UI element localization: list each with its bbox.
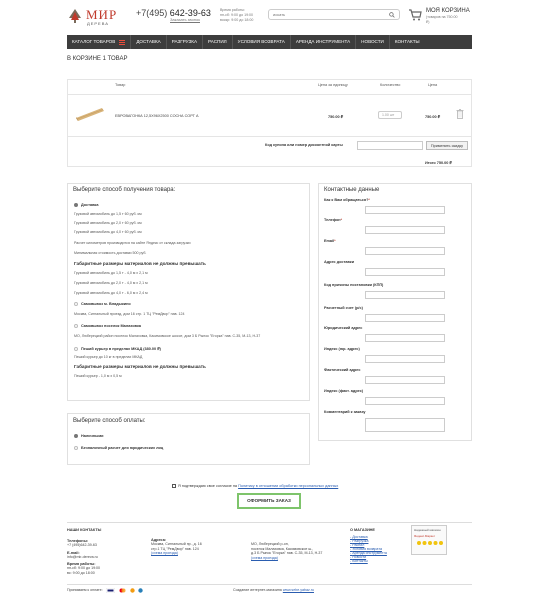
phone-number: 642-39-63 <box>169 8 211 18</box>
required-mark: * <box>368 198 370 202</box>
apply-discount-button[interactable]: Применить скидку <box>426 141 468 150</box>
radio-button[interactable] <box>74 347 78 351</box>
footer-map-link[interactable]: (схема проезда) <box>151 551 178 556</box>
yandex-money-icon <box>130 588 135 593</box>
worktime-title: Время работы: <box>220 8 246 12</box>
cart-table <box>67 79 472 167</box>
contact-title: Контактные данные <box>324 187 380 193</box>
delivery-address-field[interactable] <box>365 268 445 276</box>
cart-summary-line: (товаров на 750.00 <box>426 15 458 19</box>
delivery-note: Пеший курьер - 1,0 м х 0,5 м <box>74 374 122 378</box>
size-limits-heading: Габаритные размеры материалов не должны превышать <box>74 364 206 369</box>
footer-divider <box>67 522 472 523</box>
field-label-text: Email <box>324 239 335 243</box>
payment-option-cash[interactable] <box>74 434 103 438</box>
coupon-label: Код купона или номер дисконтной карты <box>265 143 343 147</box>
field-label-account: Расчетный счет (р/с) <box>324 306 363 310</box>
footer-address-line: Москва, Сигнальный пр., д. 16 <box>151 542 202 546</box>
field-label-legal-address: Юридический адрес <box>324 326 363 330</box>
delivery-section <box>67 183 310 401</box>
nav-item-contacts[interactable]: КОНТАКТЫ <box>394 39 420 44</box>
field-label-email <box>324 239 336 243</box>
nav-item-sawing[interactable]: РАСПИЛ <box>203 35 233 49</box>
footer-link-label: Условия возврата <box>352 547 382 551</box>
cart-summary <box>426 15 458 24</box>
consent-line[interactable] <box>172 484 338 488</box>
footer-link-label: Разгрузка <box>352 539 369 543</box>
delivery-option-courier[interactable] <box>74 203 98 207</box>
footer-address-1 <box>151 538 202 555</box>
field-label-text: Как к Вам обращаться? <box>324 198 369 202</box>
footer-link[interactable]: - Разгрузка <box>350 539 369 543</box>
worktime-block <box>220 8 253 23</box>
callback-link[interactable]: Заказать звонок <box>170 17 200 22</box>
required-mark: * <box>340 218 343 222</box>
option-label: Наличными <box>81 434 104 438</box>
logo-tree-icon[interactable] <box>68 9 82 23</box>
footer-address-label: Адреса: <box>151 538 167 542</box>
cart-title[interactable]: МОЯ КОРЗИНА <box>426 8 470 14</box>
footer-phone[interactable]: +7 (495)642-39-63 <box>67 543 97 547</box>
delivery-option-pickup-vladykino[interactable] <box>74 302 131 306</box>
nav-item-catalog[interactable] <box>67 35 131 49</box>
column-header: Товар <box>115 83 126 87</box>
delivery-note: МО, Люберецкий район поселок Малаховка, Касимовское шоссе, дом 3 Б Рынок "Егорка" пав. С-35, М-13, Н-37 <box>74 334 261 338</box>
unit-price: 750.00 ₽ <box>328 115 344 119</box>
field-label-actual-address: Фактический адрес <box>324 368 361 372</box>
footer-address-2 <box>251 542 322 560</box>
divider <box>68 94 471 95</box>
product-name-link[interactable]: ЕВРОВАГОНКА 12,5Х96Х2500 СОСНА СОРТ А <box>115 114 199 118</box>
account-field[interactable] <box>365 314 445 322</box>
footer-address-line: МО, Люберецкий р-он, <box>251 542 289 546</box>
contact-section <box>318 183 472 441</box>
phone-code: +7(495) <box>136 8 168 18</box>
trash-icon[interactable] <box>456 109 464 119</box>
webmoney-icon <box>138 588 143 593</box>
payments-label: Принимаем к оплате: <box>67 588 103 593</box>
worktime-sunday: воскр: 9:00 до 18:00 <box>220 18 254 22</box>
comment-field[interactable] <box>365 418 445 432</box>
delivery-note: Грузовой автомобиль до 4,0 т 60 руб. км <box>74 230 142 234</box>
badge-text: Надежный магазин <box>414 528 441 532</box>
column-header: Цена <box>428 83 438 87</box>
consent-text: Я подтверждаю свое согласие на <box>178 484 238 488</box>
footer-address-line: д.3 Б Рынок "Егорка" пав. С-35, М-13, Н-37 <box>251 551 323 556</box>
cart-summary-line: ₽) <box>426 19 430 24</box>
footer-link-label: Аренда инструмента <box>352 551 387 555</box>
menu-burger-icon <box>119 40 125 45</box>
footer-work-label: Время работы: <box>67 562 96 567</box>
badge-text: Яндекс.Маркет <box>414 534 436 538</box>
delivery-note: Минимальная стоимость доставки 500 руб. <box>74 251 147 255</box>
kpp-field[interactable] <box>365 291 445 299</box>
search-icon[interactable] <box>389 12 395 18</box>
option-label: Пеший курьер в пределах МКАД (380.00 ₽) <box>81 347 161 351</box>
radio-button[interactable] <box>74 302 78 306</box>
name-field[interactable] <box>365 206 445 214</box>
footer-map-link[interactable]: (схема проезда) <box>251 555 278 560</box>
option-label: Самовывоз поселок Малаховка <box>81 324 141 328</box>
required-mark: * <box>334 239 336 243</box>
footer-work-hours: вс: 9:00 до 18:00 <box>67 570 95 575</box>
footer-link[interactable]: - Новости <box>350 555 367 559</box>
footer-phone-label: Телефоны: <box>67 539 89 543</box>
privacy-policy-link[interactable]: Политику в отношении обработки персональных данных <box>238 484 339 488</box>
field-label-phone <box>324 218 342 222</box>
footer-link[interactable]: - Контакты <box>350 559 368 563</box>
radio-button[interactable] <box>74 446 78 450</box>
actual-index-field[interactable] <box>365 397 445 405</box>
yandex-market-badge[interactable] <box>411 525 447 555</box>
field-label-kpp: Код причины постановки (КПП) <box>324 283 384 287</box>
field-label-address: Адрес доставки <box>324 260 355 264</box>
delivery-note: Расчет километров производится на сайте Яндекс от склада загрузки <box>74 241 191 245</box>
payment-title: Выберите способ оплаты: <box>73 418 146 424</box>
delivery-note: Пеший курьер до 10 кг в пределах МКАД <box>74 355 143 359</box>
legal-index-field[interactable] <box>365 355 445 363</box>
nav-item-news[interactable]: НОВОСТИ <box>356 35 390 49</box>
nav-item-unloading[interactable]: РАЗГРУЗКА <box>167 35 203 49</box>
radio-button[interactable] <box>74 434 78 438</box>
footer-bottom-divider <box>67 584 472 585</box>
nav-item-tool-rental[interactable]: АРЕНДА ИНСТРУМЕНТА <box>291 35 356 49</box>
delivery-title: Выберите способ получения товара: <box>73 187 176 193</box>
site-credits <box>233 588 314 593</box>
legal-address-field[interactable] <box>365 334 445 342</box>
footer-link[interactable]: - Условия возврата <box>350 547 382 551</box>
option-label: Доставка <box>81 203 99 207</box>
page-title: В КОРЗИНЕ 1 ТОВАР <box>67 56 128 62</box>
size-limits-heading: Габаритные размеры материалов не должны превышать <box>74 261 206 266</box>
option-label: Безналичный расчет для юридических лиц <box>81 446 164 450</box>
delivery-note: Москва, Сигнальный проезд, дом 16 стр. 1 ТЦ "РемДвор" пав. 124 <box>74 312 185 316</box>
option-label: Самовывоз м. Владыкино <box>81 302 131 306</box>
delivery-note: Грузовой автомобиль до 1,5 т - 4,0 м х 2,1 м <box>74 271 148 275</box>
item-total-price: 750.00 ₽ <box>425 115 441 119</box>
divider <box>68 136 471 137</box>
radio-button[interactable] <box>74 203 78 207</box>
credits-link[interactable]: www.sebe.yabaz.ru <box>282 588 314 592</box>
footer-link-label: Доставка <box>352 535 368 539</box>
footer-address-line: поселок Малаховка, Касимовское ш., <box>251 546 314 551</box>
field-label-text: Телефон <box>324 218 341 222</box>
payment-methods <box>67 588 143 593</box>
footer-email[interactable]: info@mir-dereva.ru <box>67 554 98 559</box>
nav-item-label: КАТАЛОГ ТОВАРОВ <box>72 39 116 44</box>
footer-link[interactable]: - Распил <box>350 543 365 547</box>
footer-store-title: О МАГАЗИНЕ <box>350 528 375 532</box>
place-order-button[interactable]: ОФОРМИТЬ ЗАКАЗ <box>237 493 301 509</box>
footer-contacts-title: НАШИ КОНТАКТЫ <box>67 528 102 532</box>
coupon-input[interactable] <box>357 141 423 150</box>
field-label-legal-index: Индекс (юр. адрес) <box>324 347 360 351</box>
footer-link-label: Контакты <box>352 559 368 563</box>
nav-item-returns[interactable]: УСЛОВИЯ ВОЗВРАТА <box>233 35 291 49</box>
footer-link[interactable]: - Аренда инструмента <box>350 551 387 555</box>
main-nav <box>67 35 472 49</box>
actual-address-field[interactable] <box>365 376 445 384</box>
nav-item-delivery[interactable]: ДОСТАВКА <box>131 35 166 49</box>
footer-link[interactable]: - Доставка <box>350 535 368 539</box>
footer-store-links <box>350 528 387 563</box>
delivery-note: Грузовой автомобиль до 2,0 т 60 руб. км <box>74 221 142 225</box>
radio-button[interactable] <box>74 324 78 328</box>
cart-total: Итого 750.00 ₽ <box>425 161 452 165</box>
column-header: Цена за единицу <box>318 83 348 87</box>
cart-icon[interactable] <box>408 9 422 21</box>
footer-link-label: Распил <box>352 543 365 547</box>
footer-contacts <box>67 539 100 575</box>
worktime-weekdays: пн-сб: 9:00 до 19:00 <box>220 13 254 17</box>
quantity-select[interactable]: 1.00 шт <box>378 111 402 119</box>
footer-work-hours: пн-сб: 9:00 до 19:00 <box>67 566 101 571</box>
footer-email-label: E-mail: <box>67 550 80 555</box>
consent-checkbox[interactable] <box>172 484 176 488</box>
field-label-actual-index: Индекс (факт. адрес) <box>324 389 364 393</box>
column-header: Количество <box>380 83 401 87</box>
field-label-name <box>324 198 370 202</box>
search-box <box>268 9 400 20</box>
logo-subtitle: ДЕРЕВА <box>87 21 109 26</box>
payment-section <box>67 413 310 465</box>
search-input[interactable] <box>273 10 385 19</box>
delivery-note: Грузовой автомобиль до 2,0 т - 4,0 м х 2,1 м <box>74 281 148 285</box>
delivery-option-foot-courier[interactable] <box>74 346 161 351</box>
delivery-option-pickup-malakhovka[interactable] <box>74 324 141 328</box>
email-field[interactable] <box>365 247 445 255</box>
delivery-note: Грузовой автомобиль до 1,5 т 60 руб. км <box>74 212 142 216</box>
field-label-comment: Комментарий к заказу <box>324 410 366 414</box>
visa-icon <box>106 588 115 593</box>
footer-link-label: Новости <box>352 555 367 559</box>
logo-text[interactable]: МИР <box>86 7 118 22</box>
product-image[interactable] <box>74 106 106 122</box>
footer-address-line: стр.1 ТЦ "РемДвор" пав. 124 <box>151 546 199 551</box>
mastercard-icon <box>118 588 127 593</box>
credits-text: Создание интернет-магазина <box>233 588 282 592</box>
phone-field[interactable] <box>365 226 445 234</box>
payment-option-cashless[interactable] <box>74 446 163 450</box>
delivery-note: Грузовой автомобиль до 4,0 т - 6,0 м х 2,4 м <box>74 291 148 295</box>
rating-stars-icon <box>416 540 444 546</box>
